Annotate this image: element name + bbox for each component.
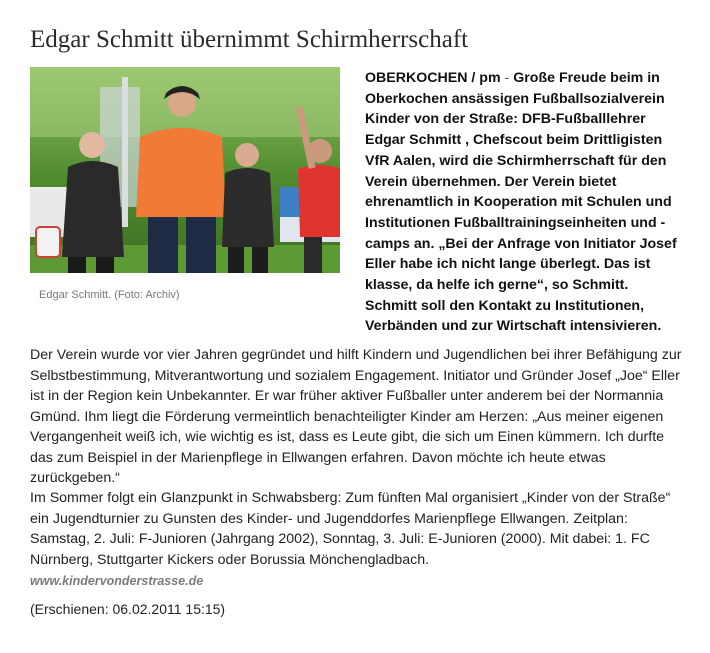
dateline: OBERKOCHEN / pm xyxy=(365,70,501,86)
website-link[interactable]: www.kindervonderstrasse.de xyxy=(30,574,204,588)
article-title: Edgar Schmitt übernimmt Schirmherrschaft xyxy=(30,26,469,53)
article-paragraph-2: Im Sommer folgt ein Glanzpunkt in Schwabsberg: Zum fünften Mal organisiert „Kinder von der Straße“ ein Jugendturnier zu Gunsten des Kinder- und Jugenddorfes Marienpflege Ellwangen. Zeitplan: Samstag, 2. Juli: F-Junioren (Jahrgang 2002), Sonntag, 3. Juli: E-Junioren (2000). Mit dabei: 1. FC Nürnberg, Stuttgarter Kickers oder Borussia Mönchengladbach. xyxy=(30,490,671,568)
photo-float-spacer xyxy=(30,68,365,336)
article-paragraph-1: Der Verein wurde vor vier Jahren gegründet und hilft Kindern und Jugendlichen bei ihrer Befähigung zur Selbstbestimmung, Mitverantwortung und sozialem Engagement. Initiator und Gründer Josef „Joe“ Eller ist in der Region kein Unbekannter. Er war früher aktiver Fußballer unter anderem bei der Normannia Gmünd. Ihm liegt die Förderung vermeintlich benachteiligter Kinder am Herzen: „Aus meiner eigenen Vergangenheit weiß ich, wie wichtig es ist, dass es Leute gibt, die sich um Einen kümmern. Ich durfte das zum Beispiel in der Marienpflege in Ellwangen erfahren. Davon möchte ich heute etwas zurückgeben.“ xyxy=(30,347,682,486)
photo-caption: Edgar Schmitt. (Foto: Archiv) xyxy=(39,289,180,301)
lead-text: Große Freude beim in Oberkochen ansässigen Fußballsozialverein Kinder von der Straße: DFB-Fußballlehrer Edgar Schmitt , Chefscout beim Drittligisten VfR Aalen, wird die Schirmherrschaft für den Verein übernehmen. Der Verein bietet ehrenamtlich in Kooperation mit Schulen und Institutionen Fußballtrainingseinheiten und -camps an. „Bei der Anfrage von Initiator Josef Eller habe ich nicht lange überlegt. Das ist klasse, da helfe ich gerne“, so Schmitt. Schmitt soll den Kontakt zu Institutionen, Verbänden und zur Wirtschaft intensivieren. xyxy=(365,70,677,335)
dateline-separator: - xyxy=(504,70,510,86)
published-date: (Erschienen: 06.02.2011 15:15) xyxy=(30,601,226,617)
article-lead xyxy=(30,68,680,337)
